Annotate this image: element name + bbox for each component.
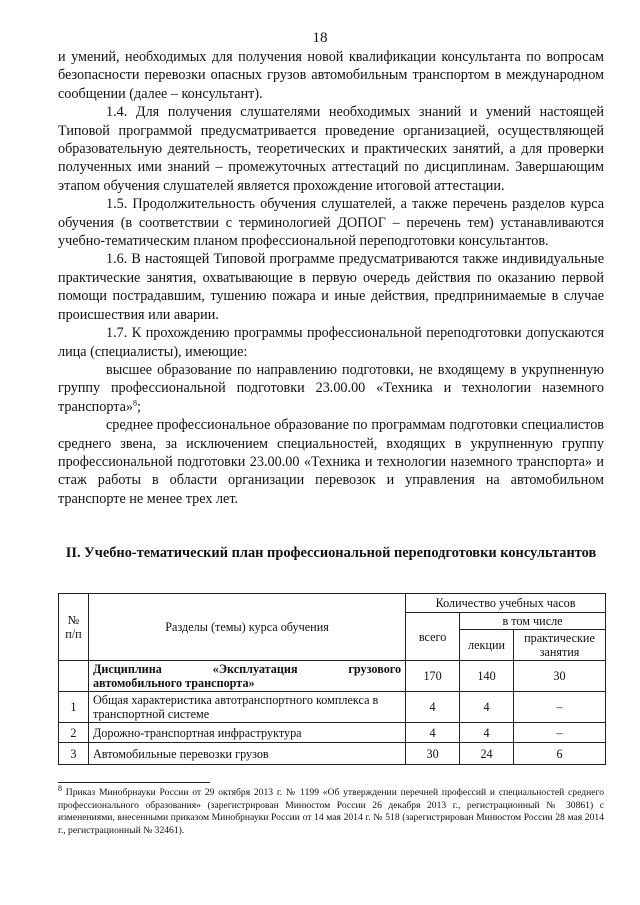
row-practical: – [514,723,606,743]
row-practical: – [514,692,606,723]
discipline-title-line2: автомобильного транспорта» [92,676,255,690]
paragraph-1-4: 1.4. Для получения слушателями необходимых знаний и умений настоящей Типовой программой предусматривается проведение организацией, осуществляющей образовательную деятельность, теоретических и практических занятий, а для проверки полученных ими знаний – промежуточных аттестаций по дисциплинам. Завершающим этапом обучения слушателей является прохождение итоговой аттестации. [58,104,604,194]
body-text [58,48,604,508]
row-total: 4 [406,723,460,743]
paragraph-higher-education [58,361,604,416]
header-hours: Количество учебных часов [406,594,606,613]
header-lectures: лекции [460,630,514,661]
row-practical: 6 [514,743,606,765]
paragraph-intro: и умений, необходимых для получения новой квалификации консультанта по вопросам безопасности перевозки опасных грузов автомобильным транспортом в международном сообщении (далее – консультант). [58,49,604,102]
row-number: 1 [59,692,89,723]
discipline-row [59,661,606,692]
row-topic: Дорожно-транспортная инфраструктура [88,723,405,743]
footnote-ref-suffix: ; [137,398,141,415]
row-lectures: 4 [460,723,514,743]
higher-education-text: высшее образование по направлению подготовки, не входящему в укрупненную группу профессиональной подготовки 23.00.00 «Техника и технологии наземного транспорта» [58,361,604,415]
table-header-row [59,594,606,613]
discipline-title [88,661,405,692]
footnote-ref: 8 [133,397,138,407]
header-total: всего [406,613,460,661]
table-row [59,743,606,765]
row-lectures: 24 [460,743,514,765]
header-including: в том числе [460,613,606,630]
row-number: 3 [59,743,89,765]
paragraph-secondary-education: среднее профессиональное образование по программам подготовки специалистов среднего звена, за исключением специальностей, входящих в укрупненную группу профессиональной подготовки 23.00.00 «Техника и технологии наземного транспорта» и стаж работы в области организации перевозок и управления на автомобильном транспорте не менее трех лет. [58,417,604,507]
header-sections: Разделы (темы) курса обучения [88,594,405,661]
row-total: 30 [406,743,460,765]
header-number: № п/п [59,594,89,661]
paragraph-1-6: 1.6. В настоящей Типовой программе предусматриваются также индивидуальные практические занятия, охватывающие в первую очередь действия по оказанию первой помощи пострадавшим, тушению пожара и иные действия, предпринимаемые в случае происшествия или аварии. [58,251,604,323]
table-row [59,692,606,723]
discipline-practical: 30 [514,661,606,692]
paragraph-1-7: 1.7. К прохождению программы профессиональной переподготовки допускаются лица (специалисты), имеющие: [58,325,604,360]
footnote-text: Приказ Минобрнауки России от 29 октября 2013 г. № 1199 «Об утверждении перечней профессий и специальностей среднего профессионального образования» (зарегистрирован Минюстом России 26 декабря 2013 г., регистрационный № 30861) с изменениями, внесенными приказом Минобрнауки России от 14 мая 2014 г. № 518 (зарегистрирован Минюстом России 28 мая 2014 г., регистрационный № 32461). [58,787,604,836]
discipline-lectures: 140 [460,661,514,692]
section-title: II. Учебно-тематический план профессиональной переподготовки консультантов [65,545,597,561]
table-row [59,723,606,743]
row-topic: Автомобильные перевозки грузов [88,743,405,765]
discipline-total: 170 [406,661,460,692]
row-lectures: 4 [460,692,514,723]
footnote-marker: 8 [58,783,62,793]
discipline-title-line1: Дисциплина «Эксплуатация грузового [92,662,402,676]
page-number: 18 [312,30,328,46]
curriculum-table [58,593,606,765]
footnote [58,783,604,837]
row-topic: Общая характеристика автотранспортного комплекса в транспортной системе [88,692,405,723]
footnote-divider [58,782,210,783]
row-total: 4 [406,692,460,723]
discipline-number [59,661,89,692]
paragraph-1-5: 1.5. Продолжительность обучения слушателей, а также перечень разделов курса обучения (в соответствии с терминологией ДОПОГ – перечень тем) устанавливаются учебно-тематическим планом профессиональной переподготовки консультантов. [58,196,604,250]
row-number: 2 [59,723,89,743]
header-practical: практические занятия [514,630,606,661]
